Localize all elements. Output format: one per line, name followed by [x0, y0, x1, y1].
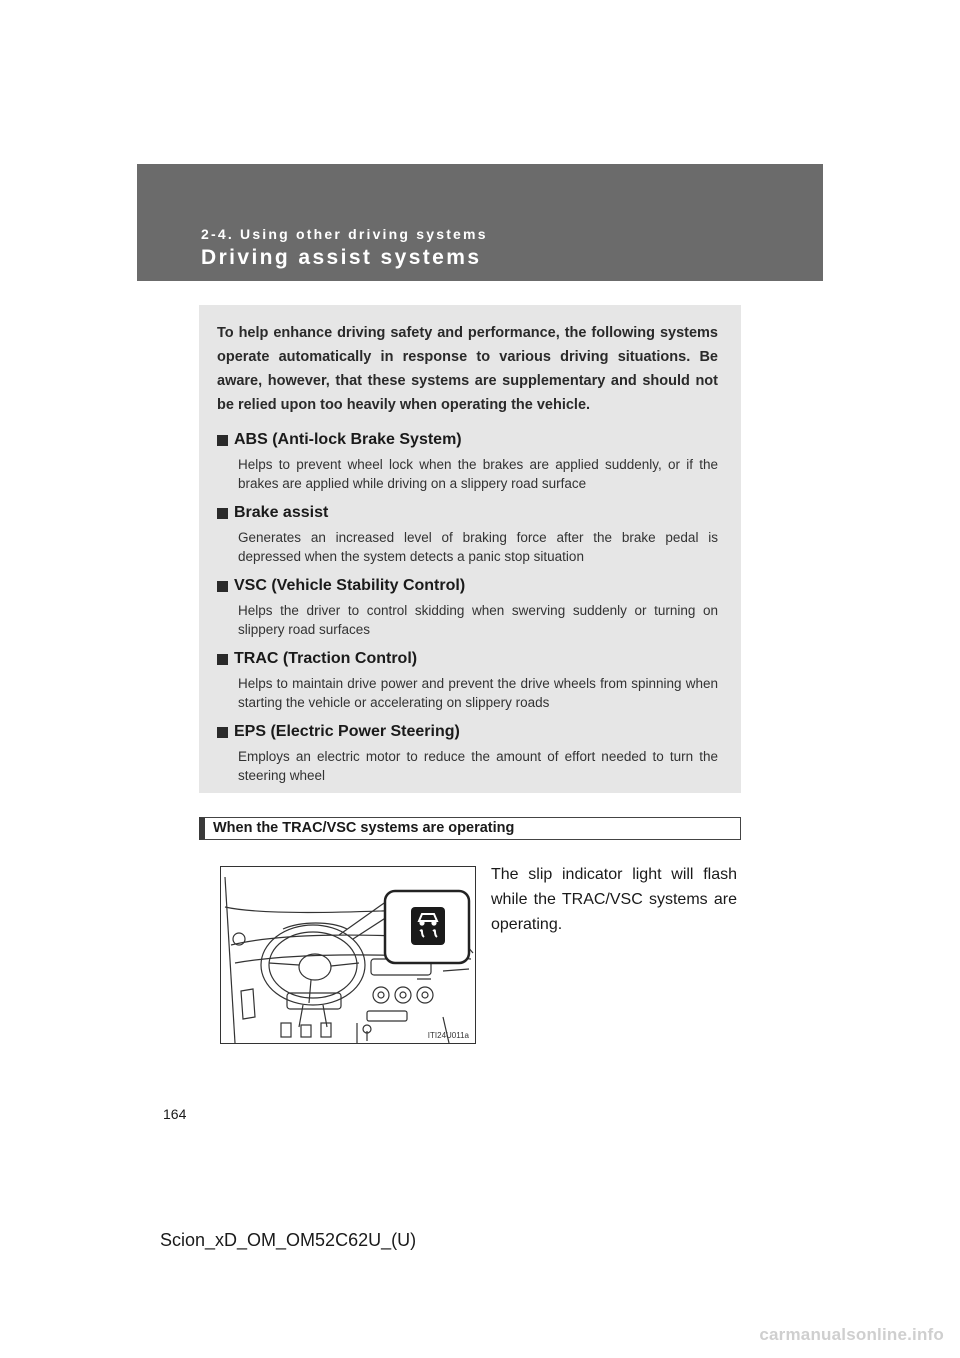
- feature-title: ABS (Anti-lock Brake System): [234, 431, 462, 448]
- feature-description: Generates an increased level of braking force after the brake pedal is depressed when the system detects a panic stop situation: [238, 530, 718, 564]
- feature-title: Brake assist: [234, 504, 329, 521]
- feature-trac: [217, 648, 718, 712]
- square-bullet-icon: [217, 727, 228, 738]
- feature-description: Helps the driver to control skidding when swerving suddenly or turning on slippery road surfaces: [238, 603, 718, 637]
- square-bullet-icon: [217, 581, 228, 592]
- square-bullet-icon: [217, 435, 228, 446]
- feature-vsc: [217, 575, 718, 639]
- slip-indicator-note: The slip indicator light will flash while the TRAC/VSC systems are operating.: [491, 866, 737, 933]
- intro-text: To help enhance driving safety and performance, the following systems operate automatically in response to various driving situations. Be aware, however, that these systems are supplementary and should not be relied upon too heavily when operating the vehicle.: [217, 325, 718, 413]
- feature-description: Employs an electric motor to reduce the amount of effort needed to turn the steering wheel: [238, 749, 718, 783]
- feature-title: EPS (Electric Power Steering): [234, 723, 460, 740]
- dashboard-drawing: [221, 867, 475, 1043]
- subheading: When the TRAC/VSC systems are operating: [199, 817, 741, 840]
- figure-code: ITI24U011a: [427, 1031, 469, 1040]
- feature-title: TRAC (Traction Control): [234, 650, 418, 667]
- document-code: Scion_xD_OM_OM52C62U_(U): [160, 1230, 417, 1250]
- page-title: Driving assist systems: [201, 246, 482, 269]
- feature-abs: [217, 429, 718, 493]
- page-number: 164: [163, 1106, 187, 1122]
- watermark: carmanualsonline.info: [759, 1325, 944, 1344]
- summary-box: [199, 305, 741, 793]
- header-band: [137, 164, 823, 281]
- feature-title: VSC (Vehicle Stability Control): [234, 577, 466, 594]
- square-bullet-icon: [217, 508, 228, 519]
- section-label: 2-4. Using other driving systems: [201, 226, 488, 242]
- feature-description: Helps to prevent wheel lock when the brakes are applied suddenly, or if the brakes are applied while driving on a slippery road surface: [238, 457, 718, 491]
- dashboard-illustration: [220, 866, 476, 1044]
- feature-eps: [217, 721, 718, 785]
- feature-description: Helps to maintain drive power and prevent the drive wheels from spinning when starting the vehicle or accelerating on slippery roads: [238, 676, 718, 710]
- square-bullet-icon: [217, 654, 228, 665]
- feature-brake-assist: [217, 502, 718, 566]
- slip-indicator-icon: [411, 907, 445, 945]
